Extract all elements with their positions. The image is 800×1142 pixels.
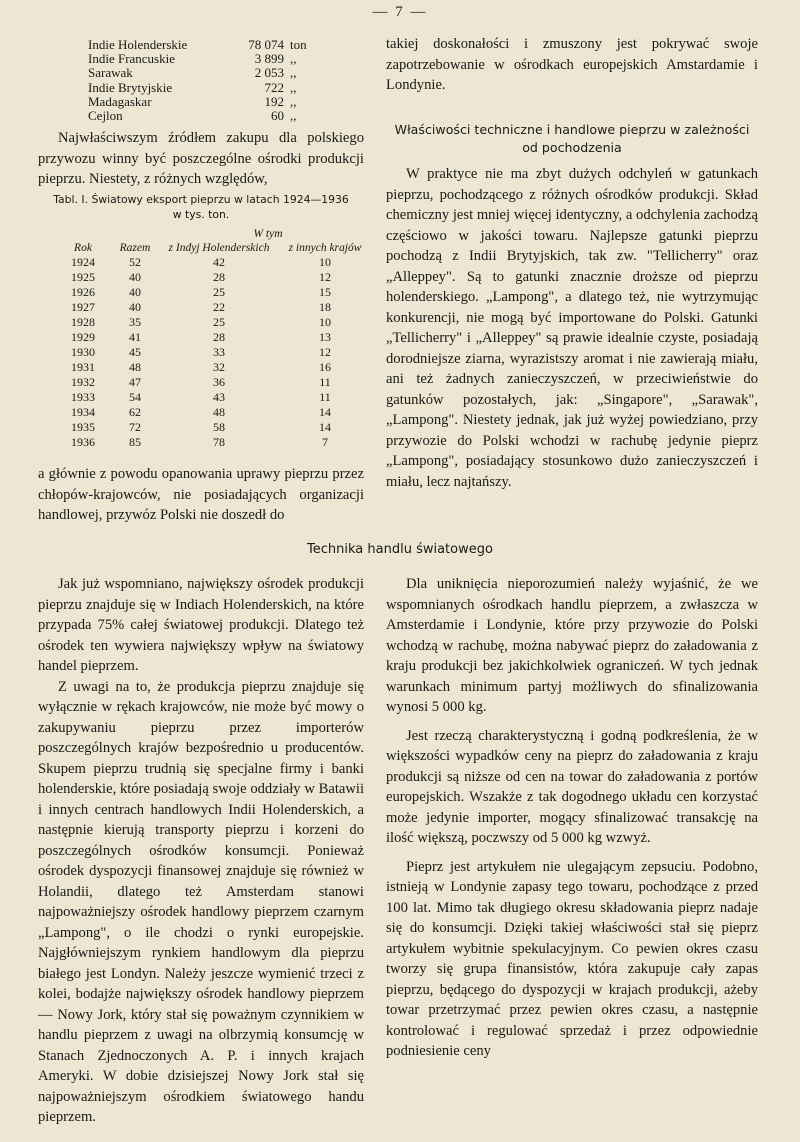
table-header: z innych krajów <box>288 242 362 255</box>
list-item: Indie Holenderskie 78 074 ton <box>88 37 307 52</box>
paragraph: Pieprz jest artykułem nie ulegającym zepsuciu. Podobno, istnieją w Londynie zapasy tego towaru, pochodzące z przed 100 lat. Mimo tak długiego okresu składowania pieprz nadaje się do konsumcji. Dzięki takiej właściwości stał się pieprz artykułem wybitnie spekulacyjnym. Co pewien okres czasu tworzy się grupa finansistów, która zakupuje cały zapas pieprzu, będącego do dyspozycji w krajach produkcji, ażeby towar przetrzymać przez pewien okres czasu, a następnie kontrolować i regulować sprzedaż i przez odpowiednie podniesienie ceny <box>386 858 758 1059</box>
list-item: Cejlon 60 ,, <box>88 108 297 124</box>
table-row: 1933 54 43 11 <box>71 390 331 405</box>
table-header: Razem <box>119 242 151 255</box>
table-row: 1926 40 25 15 <box>71 285 331 300</box>
paragraph: Dla uniknięcia nieporozumień należy wyjaśnić, że we wspomnianych ośrodkach handlu pieprzem, a zwłaszcza w Amsterdamie i Londynie, które przy przywozie do Polski wchodzą w rachubę, można nabywać pieprz do załadowania z kraju produkcji bez jakichkolwiek ograniczeń. W tych jednak warunkach minimum partyj możliwych do sfinalizowania wynosi 5 000 kg. <box>386 576 758 715</box>
table-row: 1928 35 25 10 <box>71 315 331 330</box>
left-intro-paragraph: Najwłaściwszym źródłem zakupu dla polskiego przywozu winny być poszczególne ośrodki produkcji pieprzu. Niestety, z różnych względów, <box>38 130 364 187</box>
section-trade-left-column <box>38 574 364 1128</box>
table-row: 1930 45 33 12 <box>71 345 331 360</box>
table-row: 1927 40 22 18 <box>71 300 331 315</box>
paragraph: Z uwagi na to, że produkcja pieprzu znajduje się wyłącznie w rękach krajowców, nie może być mowy o zakupywaniu pieprzu przez importerów poszczególnych krajów bezpośrednio u producentów. Skupem pieprzu trudnią się specjalne firmy i banki holenderskie, które posiadają swoje oddziały w Batawii i innych centrach handlowych Indii Holenderskich, a następnie kierują transporty pieprzu i korzeni do poszczególnych ośrodków konsumcji. Ponieważ ośrodek dyspozycji finansowej znajduje się również w Holandii, dlatego też Amsterdam stanowi najpoważniejszy ośrodek handlowy pieprzem czarnym „Lampong", o ile chodzi o rynki europejskie. Najgłówniejszym rynkiem handlowym dla pieprzu białego jest Londyn. Należy jeszcze wymienić trzeci z kolei, bodajże największy ośrodek handlowy pieprzem — Nowy Jork, który stał się poważnym czynnikiem w handlu pieprzem z uwagi na olbrzymią konsumcję w Stanach Zjednoczonych A. P. i innych krajach Ameryki. W dobie dzisiejszej Nowy Jork stał się najpoważniejszym ośrodkiem światowego handu pieprzem. <box>38 678 364 1125</box>
table-caption: Tabl. I. Światowy eksport pieprzu w latach 1924—1936 w tys. ton. <box>53 193 349 221</box>
section-heading-trade: Technika handlu światowego <box>307 542 493 557</box>
section-trade-right-column <box>386 574 758 1070</box>
page-number: — 7 — <box>372 4 428 20</box>
table-row: 1931 48 32 16 <box>71 360 331 375</box>
production-list <box>88 38 324 123</box>
list-item: Indie Brytyjskie 722 ,, <box>88 79 297 95</box>
list-item: Madagaskar 192 ,, <box>88 93 297 109</box>
table-header-span: W tym <box>253 227 283 240</box>
table-row: 1932 47 36 11 <box>71 375 331 390</box>
export-table <box>58 226 374 450</box>
table-header: Rok <box>74 242 92 255</box>
table-row: 1925 40 28 12 <box>71 270 331 285</box>
list-item: Sarawak 2 053 ,, <box>88 65 297 81</box>
right-top-paragraph: takiej doskonałości i zmuszony jest pokrywać swoje zapotrzebowanie w ośrodkach europejskich Amstardamie i Londynie. <box>386 36 758 93</box>
left-after-table-paragraph: a głównie z powodu opanowania uprawy pieprzu przez chłopów-krajowców, nie posiadających organizacji handlowej, przywóz Polski nie doszedł do <box>38 466 364 523</box>
paragraph: Jak już wspomniano, największy ośrodek produkcji pieprzu znajduje się w Indiach Holenderskich, na które przypada 75% całej światowej produkcji. Dlatego też ośrodek ten wywiera największy wpływ na światowy handel pieprzem. <box>38 576 364 674</box>
table-row: 1929 41 28 13 <box>71 330 331 345</box>
table-row: 1935 72 58 14 <box>71 420 331 435</box>
list-item: Indie Francuskie 3 899 ,, <box>88 51 297 67</box>
table-row: 1934 62 48 14 <box>71 405 331 420</box>
paragraph: Jest rzeczą charakterystyczną i godną podkreślenia, że w większości wypadków ceny na pieprz do załadowania z kraju produkcji są niższe od cen na towar do załadowania z portów europejskich. Wszakże z tak dogodnego układu cen korzystać może jedynie importer, mogący sfinalizować transakcję na ilość większą, poczwszy od 5 000 kg wzwyż. <box>386 727 758 846</box>
section-heading-properties: Właściwości techniczne i handlowe pieprzu w zależności od pochodzenia <box>394 122 750 155</box>
table-row: 1936 85 78 7 <box>71 435 328 450</box>
table-header: z Indyj Holenderskich <box>168 242 270 255</box>
section-properties-text: W praktyce nie ma zbyt dużych odchyleń w gatunkach pieprzu, pochodzącego z różnych ośrodków produkcji. Skład chemiczny jest mniej więcej identyczny, a odchylenia zachodzą częściowo w jakości towaru. Najlepsze gatunki pieprzu pochodzą z Indii Brytyjskich, tak zw. "Tellicherry" oraz „Alleppey". Są to gatunki znacznie droższe od pieprzu holenderskiego. „Lampong", a dlatego też, nie wytrzymując konkurencji, nie mogą być importowane do Polski. Gatunki „Tellicherry" i „Alleppey" są prawie idealnie czyste, posiadają dorodniejsze ziarna, wyrazistszy aromat i nie zawierają miału, ani też żadnych zanieczyszczeń, w przeciwieństwie do gatunków pozostałych, jak: „Singapore", „Sarawak", „Lampong". Niestety jednak, jak już wyżej powiedziano, przy przywozie do Polski wchodzi w rachubę jedynie pieprz „Lampong", posiadający stosunkowo dużo zanieczyszczeń i miału, lecz najtańszy. <box>386 166 758 490</box>
table-row: 1924 52 42 10 <box>71 255 331 270</box>
